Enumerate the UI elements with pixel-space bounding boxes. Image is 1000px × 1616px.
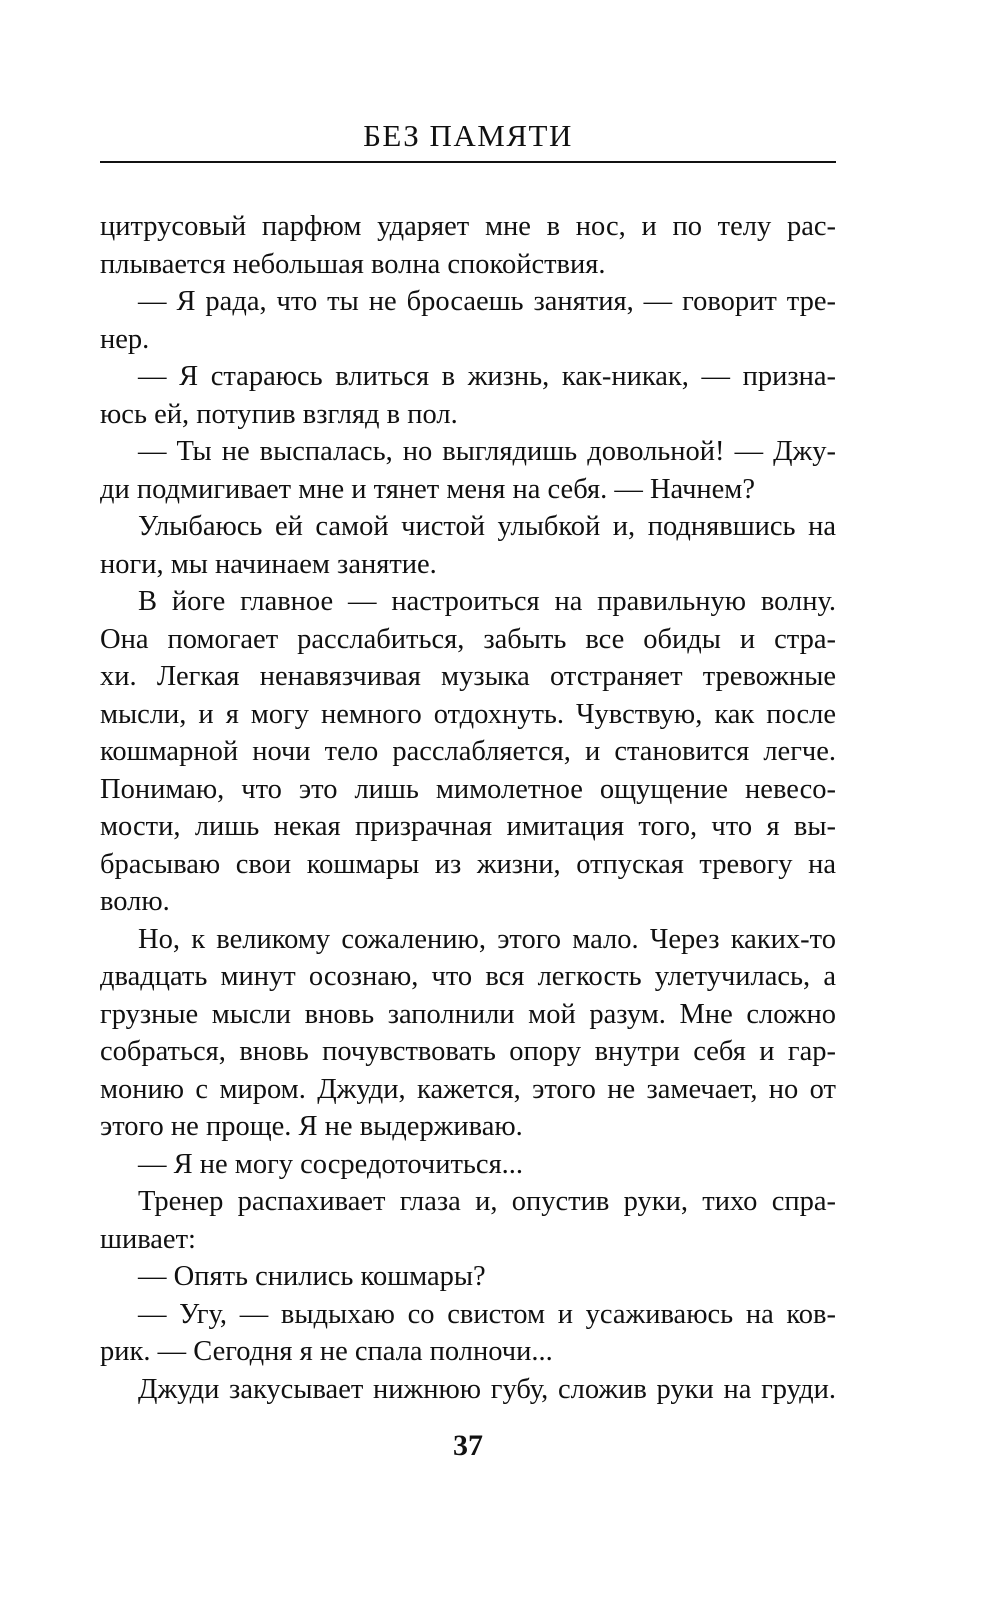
text-line: волю.	[100, 886, 170, 917]
text-line: мости, лишь некая призрачная имитация того, что я вы-	[100, 811, 836, 842]
page-number: 37	[453, 1429, 483, 1462]
text-line: Джуди закусывает нижнюю губу, сложив руки на груди.	[138, 1373, 836, 1405]
running-head-title: БЕЗ ПАМЯТИ	[363, 118, 573, 153]
text-line: хи. Легкая ненавязчивая музыка отстраняет тревожные	[100, 661, 836, 692]
text-line: кошмарной ночи тело расслабляется, и становится легче.	[100, 736, 836, 767]
text-line: монию с миром. Джуди, кажется, этого не замечает, но от	[100, 1073, 836, 1105]
text-line: Улыбаюсь ей самой чистой улыбкой и, поднявшись на	[138, 511, 836, 542]
text-line: плывается небольшая волна спокойствия.	[100, 248, 606, 280]
text-line: Тренер распахивает глаза и, опустив руки, тихо спра-	[138, 1186, 836, 1217]
text-line: нер.	[100, 323, 150, 355]
text-line: В йоге главное — настроиться на правильную волну.	[138, 586, 836, 617]
text-line: ноги, мы начинаем занятие.	[100, 548, 437, 580]
header-rule	[100, 161, 836, 163]
text-line: юсь ей, потупив взгляд в пол.	[100, 398, 458, 430]
text-line: — Опять снились кошмары?	[138, 1261, 486, 1292]
text-line: — Я стараюсь влиться в жизнь, как-никак, — призна-	[138, 361, 836, 392]
text-line: Понимаю, что это лишь мимолетное ощущение невесо-	[100, 773, 836, 805]
text-line: двадцать минут осознаю, что вся легкость улетучилась, а	[100, 961, 836, 992]
text-line: ди подмигивает мне и тянет меня на себя. — Начнем?	[100, 473, 755, 505]
body-text	[100, 208, 836, 1408]
text-line: рик. — Сегодня я не спала полночи...	[100, 1336, 553, 1367]
text-line: собраться, вновь почувствовать опору внутри себя и гар-	[100, 1036, 836, 1067]
text-line: — Ты не выспалась, но выглядишь довольной! — Джу-	[138, 436, 836, 467]
text-line: Она помогает расслабиться, забыть все обиды и стра-	[100, 623, 836, 655]
text-line: Но, к великому сожалению, этого мало. Через каких-то	[138, 923, 836, 955]
text-line: — Я не могу сосредоточиться...	[138, 1148, 524, 1180]
text-line: — Я рада, что ты не бросаешь занятия, — говорит тре-	[138, 286, 836, 317]
text-line: брасываю свои кошмары из жизни, отпуская тревогу на	[100, 848, 836, 880]
text-line: мысли, и я могу немного отдохнуть. Чувствую, как после	[100, 698, 836, 730]
text-line: — Угу, — выдыхаю со свистом и усаживаюсь на ков-	[138, 1298, 836, 1330]
text-line: цитрусовый парфюм ударяет мне в нос, и по телу рас-	[100, 211, 836, 242]
text-line: грузные мысли вновь заполнили мой разум. Мне сложно	[100, 998, 836, 1030]
text-line: этого не проще. Я не выдерживаю.	[100, 1111, 523, 1142]
text-line: шивает:	[100, 1223, 196, 1255]
